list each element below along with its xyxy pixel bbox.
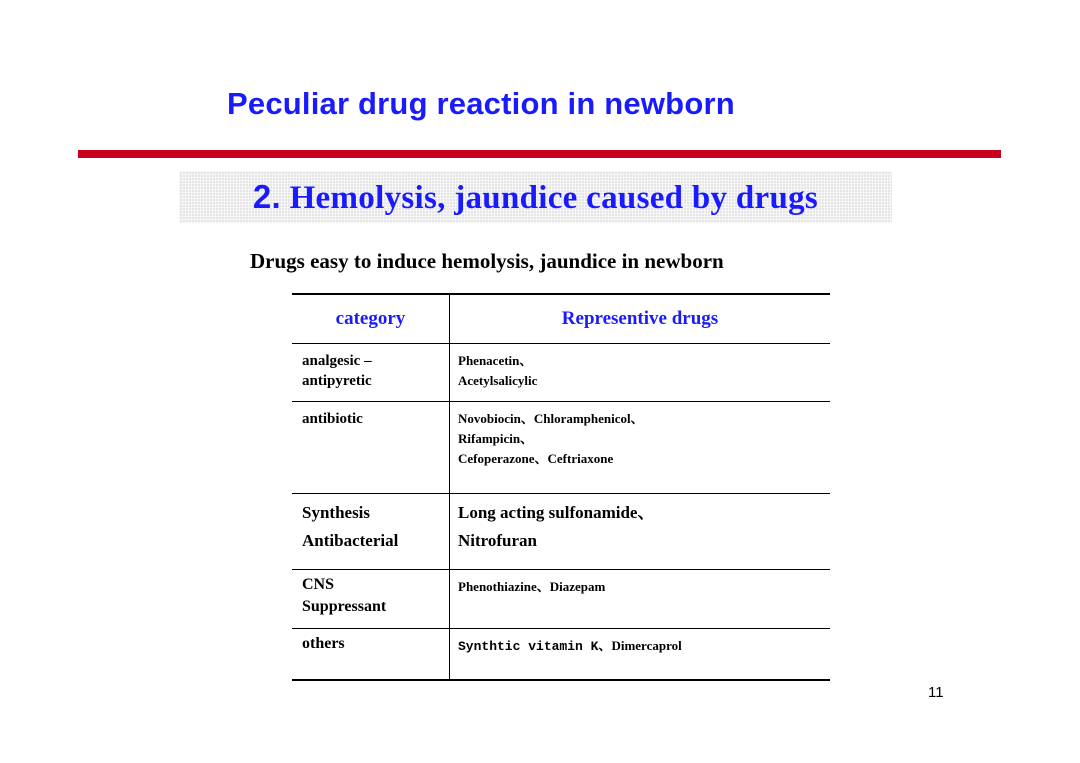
subtitle-text bbox=[253, 178, 818, 217]
row-category bbox=[292, 570, 450, 628]
category-line: Antibacterial bbox=[302, 531, 399, 550]
table-caption: Drugs easy to induce hemolysis, jaundice in newborn bbox=[250, 249, 724, 273]
drug-line bbox=[458, 636, 830, 657]
category-line: others bbox=[302, 635, 345, 652]
category-line: CNS bbox=[302, 576, 335, 593]
category-line: Synthesis bbox=[302, 503, 371, 522]
row-category bbox=[292, 629, 450, 679]
row-drugs bbox=[450, 494, 830, 569]
row-category bbox=[292, 344, 450, 401]
row-drugs bbox=[450, 570, 830, 628]
row-category bbox=[292, 494, 450, 569]
drug-mono: Synthtic vitamin K、 bbox=[458, 639, 612, 654]
row-drugs bbox=[450, 344, 830, 401]
table-row bbox=[292, 493, 830, 569]
table-row bbox=[292, 343, 830, 401]
drug-line: Cefoperazone、Ceftriaxone bbox=[458, 451, 614, 466]
title-divider bbox=[78, 150, 1001, 158]
drug-line: Long acting sulfonamide、 bbox=[458, 503, 655, 522]
drug-line: Novobiocin、Chloramphenicol、 bbox=[458, 411, 644, 426]
header-category: category bbox=[292, 295, 450, 343]
header-drugs: Representive drugs bbox=[561, 308, 719, 329]
row-drugs bbox=[450, 402, 830, 493]
drug-rest: Dimercaprol bbox=[611, 638, 682, 653]
table-row bbox=[292, 628, 830, 679]
subtitle-number: 2. bbox=[252, 177, 282, 215]
table-row bbox=[292, 401, 830, 493]
table-header-row bbox=[292, 295, 830, 343]
category-line: antipyretic bbox=[302, 373, 372, 389]
category-line: analgesic – bbox=[302, 353, 372, 369]
drug-line: Phenothiazine、Diazepam bbox=[458, 579, 606, 594]
category-line: antibiotic bbox=[302, 411, 363, 427]
row-category bbox=[292, 402, 450, 493]
drug-line: Rifampicin、 bbox=[458, 431, 534, 446]
drug-line: Phenacetin、 bbox=[458, 353, 533, 368]
subtitle-label: Hemolysis, jaundice caused by drugs bbox=[289, 179, 819, 216]
subtitle-banner bbox=[179, 171, 892, 223]
table-row bbox=[292, 569, 830, 628]
drug-table bbox=[292, 293, 830, 681]
drug-line: Acetylsalicylic bbox=[458, 373, 538, 388]
row-drugs bbox=[450, 629, 830, 679]
category-line: Suppressant bbox=[302, 598, 387, 615]
page-number: 11 bbox=[928, 684, 944, 701]
drug-line: Nitrofuran bbox=[458, 531, 538, 550]
slide-title: Peculiar drug reaction in newborn bbox=[227, 86, 735, 121]
